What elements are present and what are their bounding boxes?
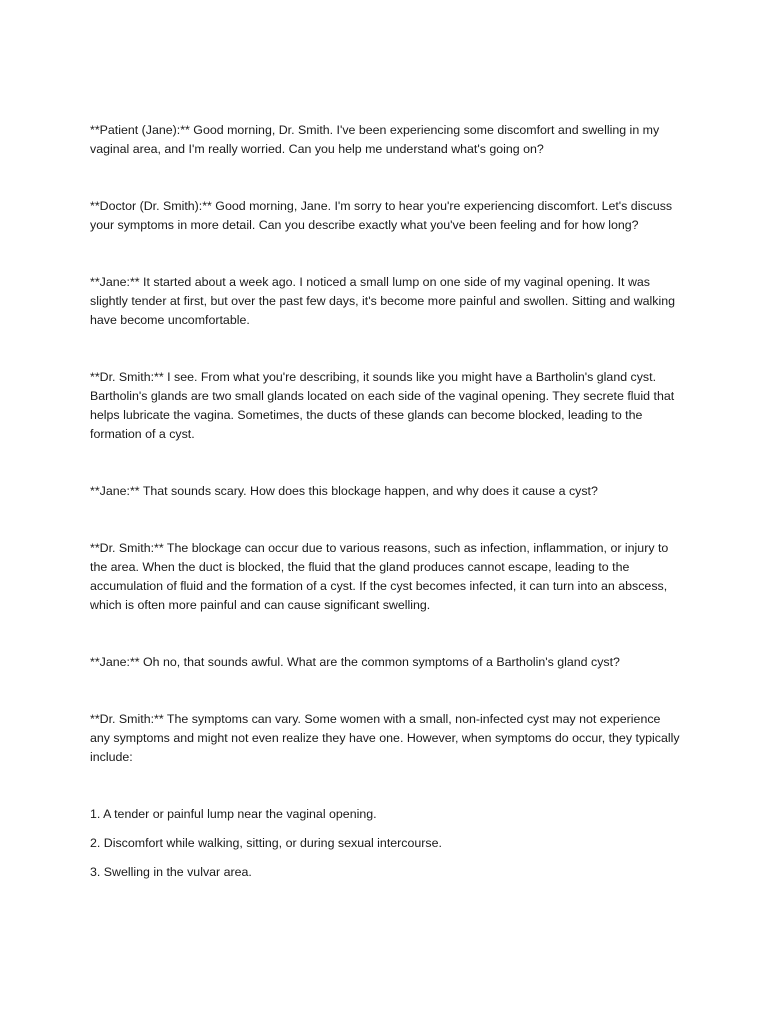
- dialogue-paragraph: **Jane:** It started about a week ago. I noticed a small lump on one side of my vaginal opening. It was slightly tender at first, but over the past few days, it's become more painful and swollen. Sitting and walking have become uncomfortable.: [90, 275, 676, 327]
- symptom-list-item: 3. Swelling in the vulvar area.: [90, 865, 252, 879]
- dialogue-paragraph: **Jane:** Oh no, that sounds awful. What are the common symptoms of a Bartholin's gland cyst?: [90, 655, 620, 669]
- dialogue-paragraph: **Patient (Jane):** Good morning, Dr. Smith. I've been experiencing some discomfort and swelling in my vaginal area, and I'm really worried. Can you help me understand what's going on?: [90, 123, 660, 156]
- dialogue-paragraph: **Doctor (Dr. Smith):** Good morning, Jane. I'm sorry to hear you're experiencing discomfort. Let's discuss your symptoms in more detail. Can you describe exactly what you've been feeling and for how long?: [90, 199, 673, 232]
- dialogue-paragraph: **Dr. Smith:** I see. From what you're describing, it sounds like you might have a Bartholin's gland cyst. Bartholin's glands are two small glands located on each side of the vaginal opening. They secrete fluid that helps lubricate the vagina. Sometimes, the ducts of these glands can become blocked, leading to the formation of a cyst.: [90, 370, 675, 441]
- dialogue-paragraph: **Dr. Smith:** The blockage can occur due to various reasons, such as infection, inflammation, or injury to the area. When the duct is blocked, the fluid that the gland produces cannot escape, leading to the accumulation of fluid and the formation of a cyst. If the cyst becomes infected, it can turn into an abscess, which is often more painful and can cause significant swelling.: [90, 541, 669, 612]
- symptom-list-item: 1. A tender or painful lump near the vaginal opening.: [90, 807, 377, 821]
- symptom-list-item: 2. Discomfort while walking, sitting, or during sexual intercourse.: [90, 836, 442, 850]
- dialogue-paragraph: **Jane:** That sounds scary. How does this blockage happen, and why does it cause a cyst?: [90, 484, 598, 498]
- document-body: [90, 121, 680, 892]
- dialogue-paragraph: **Dr. Smith:** The symptoms can vary. Some women with a small, non-infected cyst may not experience any symptoms and might not even realize they have one. However, when symptoms do occur, they typically include:: [90, 712, 680, 764]
